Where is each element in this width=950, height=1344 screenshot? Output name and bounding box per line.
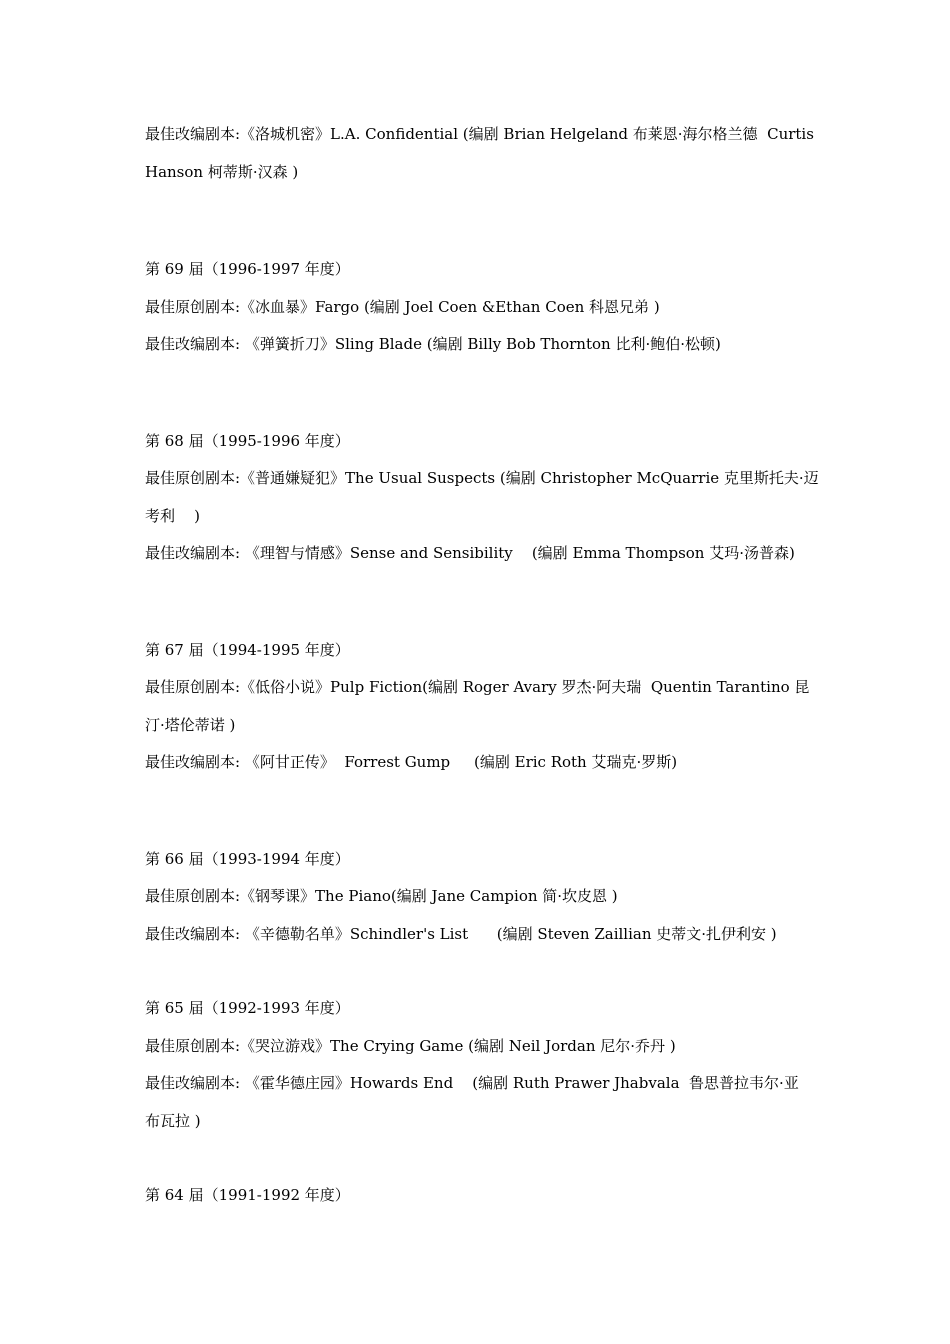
text-line: 最佳原创剧本:《普通嫌疑犯》The Usual Suspects (编剧 Christopher McQuarrie 克里斯托夫·迈 bbox=[145, 469, 819, 487]
text-line: 最佳改编剧本: 《辛德勒名单》Schindler's List (编剧 Steven Zaillian 史蒂文·扎伊利安 ) bbox=[145, 925, 777, 943]
text-line: 最佳原创剧本:《哭泣游戏》The Crying Game (编剧 Neil Jordan 尼尔·乔丹 ) bbox=[145, 1037, 676, 1055]
text-line: 最佳改编剧本: 《阿甘正传》 Forrest Gump (编剧 Eric Roth 艾瑞克·罗斯) bbox=[145, 753, 678, 771]
text-line: 考利 ) bbox=[145, 507, 200, 525]
text-line: 布瓦拉 ) bbox=[145, 1112, 201, 1130]
text-line: 最佳原创剧本:《冰血暴》Fargo (编剧 Joel Coen &Ethan Coen 科恩兄弟 ) bbox=[145, 298, 660, 316]
section-heading: 第 64 届（1991-1992 年度） bbox=[145, 1186, 350, 1204]
text-line: 最佳改编剧本: 《霍华德庄园》Howards End (编剧 Ruth Prawer Jhabvala 鲁思普拉韦尔·亚 bbox=[145, 1074, 799, 1092]
section-heading: 第 66 届（1993-1994 年度） bbox=[145, 850, 350, 868]
text-line: 汀·塔伦蒂诺 ) bbox=[145, 716, 236, 734]
section-heading: 第 67 届（1994-1995 年度） bbox=[145, 641, 350, 659]
text-line: 最佳改编剧本: 《弹簧折刀》Sling Blade (编剧 Billy Bob Thornton 比利·鲍伯·松顿) bbox=[145, 335, 721, 353]
text-line: 最佳原创剧本:《低俗小说》Pulp Fiction(编剧 Roger Avary 罗杰·阿夫瑞 Quentin Tarantino 昆 bbox=[145, 678, 810, 696]
section-heading: 第 68 届（1995-1996 年度） bbox=[145, 432, 350, 450]
text-line: 最佳原创剧本:《钢琴课》The Piano(编剧 Jane Campion 简·坎皮恩 ) bbox=[145, 887, 618, 905]
section-heading: 第 65 届（1992-1993 年度） bbox=[145, 999, 350, 1017]
text-line: 最佳改编剧本:《洛城机密》L.A. Confidential (编剧 Brian Helgeland 布莱恩·海尔格兰德 Curtis bbox=[145, 125, 814, 143]
text-line: 最佳改编剧本: 《理智与情感》Sense and Sensibility (编剧 Emma Thompson 艾玛·汤普森) bbox=[145, 544, 795, 562]
section-heading: 第 69 届（1996-1997 年度） bbox=[145, 260, 350, 278]
text-line: Hanson 柯蒂斯·汉森 ) bbox=[145, 163, 299, 181]
